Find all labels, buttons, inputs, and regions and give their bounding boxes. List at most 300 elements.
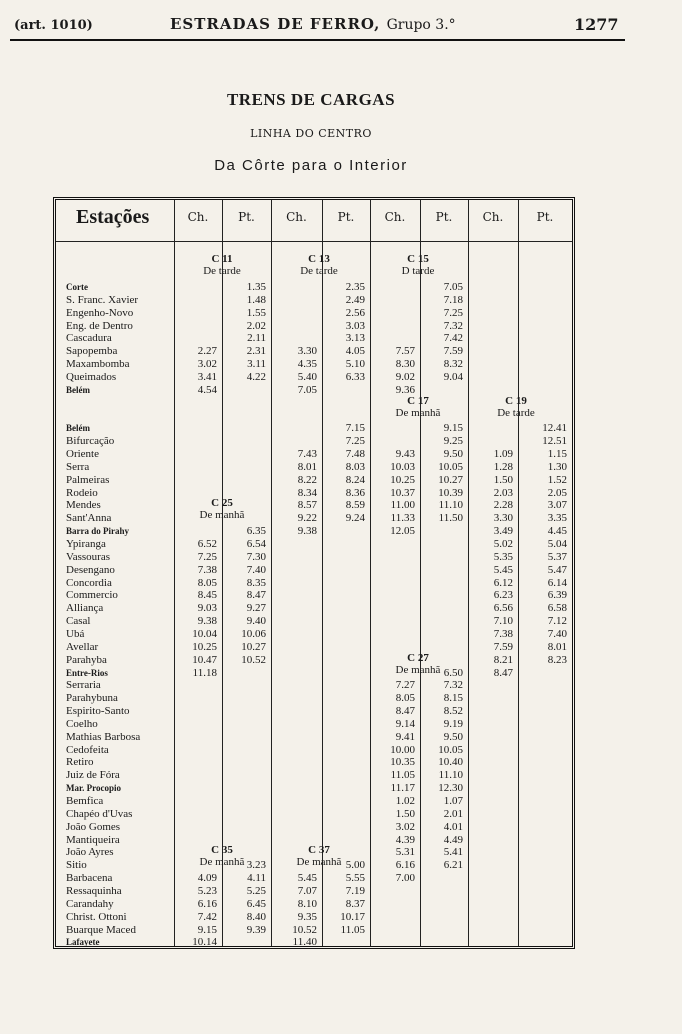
time-cell: 4.11 (247, 872, 266, 885)
station-name: Sant'Anna (66, 512, 112, 525)
table-row (60, 461, 570, 474)
time-cell: 5.00 (345, 859, 365, 872)
time-cell: 7.15 (345, 422, 365, 435)
table-row (60, 589, 570, 602)
table-row (60, 885, 570, 898)
time-cell: 6.45 (246, 897, 266, 910)
time-cell: 10.25 (390, 473, 415, 486)
station-name: Vassouras (66, 550, 110, 563)
time-cell: 6.21 (443, 859, 463, 872)
station-name: Serra (66, 460, 90, 473)
time-cell: 9.41 (395, 730, 415, 743)
train-period: De manhã (199, 856, 245, 869)
running-title-group: Grupo 3.° (386, 17, 456, 33)
time-cell: 11.33 (390, 512, 415, 525)
time-cell: 7.12 (547, 615, 567, 628)
time-cell: 2.03 (493, 486, 513, 499)
train-period: De tarde (300, 265, 338, 278)
train-number: C 27 (407, 651, 429, 664)
time-cell: 6.12 (493, 576, 513, 589)
column-header: Pt. (536, 210, 554, 224)
station-name: João Gomes (66, 820, 121, 833)
table-row (60, 924, 570, 937)
time-cell: 12.05 (390, 525, 415, 538)
station-name: Avellar (66, 640, 99, 653)
time-cell: 5.31 (395, 846, 415, 859)
time-cell: 8.22 (297, 473, 317, 486)
time-cell: 9.38 (197, 615, 217, 628)
time-cell: 5.45 (297, 872, 317, 885)
time-cell: 2.01 (443, 807, 463, 820)
time-cell: 9.24 (345, 512, 365, 525)
time-cell: 4.49 (443, 833, 463, 846)
time-cell: 10.27 (438, 473, 463, 486)
station-name: Desengano (66, 563, 115, 576)
time-cell: 5.37 (547, 550, 567, 563)
station-name: Corte (66, 282, 88, 292)
time-cell: 7.25 (345, 435, 365, 448)
station-name: Carandahy (66, 897, 114, 910)
time-cell: 5.47 (547, 563, 567, 576)
time-cell: 7.32 (443, 679, 463, 692)
train-label (174, 253, 270, 277)
time-cell: 10.14 (192, 936, 217, 949)
train-period: D tarde (401, 265, 435, 278)
table-row (60, 512, 570, 525)
page-header (0, 0, 682, 40)
time-cell: 7.18 (443, 293, 463, 306)
stations-header: Estações (76, 206, 150, 228)
time-cell: 3.41 (197, 370, 217, 383)
train-label (271, 844, 367, 868)
time-cell: 6.14 (547, 576, 567, 589)
line-subtitle: LINHA DO CENTRO (250, 127, 372, 140)
time-cell: 6.33 (345, 370, 365, 383)
table-row (60, 911, 570, 924)
train-period: De manhã (199, 509, 245, 522)
time-cell: 10.47 (192, 653, 217, 666)
time-cell: 4.45 (547, 525, 567, 538)
time-cell: 8.30 (395, 358, 415, 371)
time-cell: 10.25 (192, 640, 217, 653)
time-cell: 4.09 (197, 872, 217, 885)
time-cell: 12.51 (542, 435, 567, 448)
station-name: Parahyba (66, 653, 107, 666)
running-title-main: ESTRADAS DE FERRO, (170, 15, 381, 33)
time-cell: 10.00 (390, 743, 415, 756)
station-name: Cascadura (66, 332, 112, 345)
time-cell: 6.50 (443, 666, 463, 679)
time-cell: 9.50 (443, 730, 463, 743)
train-label (174, 844, 270, 868)
time-cell: 8.40 (246, 910, 266, 923)
station-name: Barbacena (66, 872, 113, 885)
time-cell: 9.38 (297, 525, 317, 538)
table-row (60, 577, 570, 590)
time-cell: 7.59 (443, 345, 463, 358)
station-name: Engenho-Novo (66, 306, 134, 319)
time-cell: 8.05 (395, 692, 415, 705)
time-cell: 8.32 (443, 358, 463, 371)
column-header: Ch. (482, 210, 504, 224)
time-cell: 5.10 (345, 358, 365, 371)
time-cell: 9.15 (197, 923, 217, 936)
train-number: C 11 (211, 253, 233, 266)
time-cell: 4.05 (345, 345, 365, 358)
time-cell: 1.35 (246, 281, 266, 293)
time-cell: 9.35 (297, 910, 317, 923)
time-cell: 5.25 (246, 884, 266, 897)
time-cell: 1.02 (395, 795, 415, 807)
time-cell: 8.23 (547, 653, 567, 666)
time-cell: 10.04 (192, 627, 217, 640)
time-cell: 1.07 (443, 795, 463, 807)
time-cell: 8.05 (197, 576, 217, 589)
time-cell: 9.40 (246, 615, 266, 628)
table-row (60, 525, 570, 538)
time-cell: 2.05 (547, 486, 567, 499)
table-row (60, 782, 570, 795)
table-row (60, 551, 570, 564)
time-cell: 10.05 (438, 460, 463, 473)
station-name: Lafayete (66, 937, 100, 948)
time-cell: 5.04 (547, 538, 567, 550)
table-row (60, 320, 570, 333)
time-cell: 8.36 (345, 486, 365, 499)
table-row (60, 651, 570, 667)
time-cell: 7.27 (395, 679, 415, 692)
station-name: Parahybuna (66, 692, 118, 705)
time-cell: 7.48 (345, 448, 365, 461)
direction-heading: Da Côrte para o Interior (214, 157, 408, 174)
time-cell: 5.41 (443, 846, 463, 859)
time-cell: 10.06 (241, 627, 266, 640)
time-cell: 6.56 (493, 602, 513, 615)
table-row (60, 821, 570, 834)
time-cell: 2.11 (247, 332, 266, 345)
train-label (174, 497, 270, 521)
table-row (60, 692, 570, 705)
table-row (60, 422, 570, 435)
time-cell: 2.27 (197, 345, 217, 358)
time-cell: 9.15 (443, 422, 463, 435)
table-row (60, 615, 570, 628)
time-cell: 1.55 (246, 306, 266, 319)
time-cell: 3.30 (297, 345, 317, 358)
time-cell: 7.25 (443, 306, 463, 319)
time-cell: 10.37 (390, 486, 415, 499)
time-cell: 3.30 (493, 512, 513, 525)
train-label (370, 253, 466, 277)
station-name: Christ. Ottoni (66, 910, 127, 923)
table-row (60, 487, 570, 500)
time-cell: 7.57 (395, 345, 415, 358)
station-name: Sitio (66, 859, 87, 872)
time-cell: 6.58 (547, 602, 567, 615)
time-cell: 7.38 (493, 627, 513, 640)
time-cell: 9.14 (395, 717, 415, 730)
time-cell: 8.52 (443, 705, 463, 718)
time-cell: 9.22 (297, 512, 317, 525)
time-cell: 2.35 (345, 281, 365, 293)
table-row (60, 538, 570, 551)
time-cell: 7.42 (197, 910, 217, 923)
time-cell: 6.39 (547, 589, 567, 602)
header-rule (10, 39, 625, 41)
table-row (60, 808, 570, 821)
time-cell: 3.02 (197, 358, 217, 371)
column-header: Ch. (286, 210, 307, 224)
column-header: Pt. (337, 210, 355, 224)
table-row (60, 307, 570, 320)
station-name: Alliança (66, 602, 104, 615)
time-cell: 6.54 (246, 538, 266, 550)
time-cell: 7.05 (443, 281, 463, 293)
time-cell: 8.24 (345, 473, 365, 486)
page-title: TRENS DE CARGAS (226, 90, 396, 109)
time-cell: 3.03 (345, 319, 365, 332)
time-cell: 8.47 (395, 705, 415, 718)
train-number: C 35 (211, 844, 233, 857)
table-row (60, 718, 570, 731)
time-cell: 7.10 (493, 615, 513, 628)
time-cell: 5.55 (345, 872, 365, 885)
time-cell: 2.56 (345, 306, 365, 319)
table-row (60, 602, 570, 615)
station-name: Belém (66, 384, 90, 395)
time-cell: 10.03 (390, 460, 415, 473)
table-row (60, 898, 570, 911)
time-cell: 6.16 (395, 859, 415, 872)
time-cell: 1.15 (547, 448, 567, 461)
time-cell: 2.28 (493, 499, 513, 512)
time-cell: 1.50 (493, 473, 513, 486)
page-number: 1277 (574, 15, 619, 34)
time-cell: 11.40 (292, 936, 317, 949)
station-name: Eng. de Dentro (66, 319, 133, 332)
station-name: Maxambomba (66, 358, 130, 371)
time-cell: 10.40 (438, 756, 463, 769)
station-name: Palmeiras (66, 473, 110, 486)
time-cell: 7.32 (443, 319, 463, 332)
table-row (60, 628, 570, 641)
time-cell: 10.52 (292, 923, 317, 936)
station-name: Ubá (66, 627, 85, 640)
time-cell: 7.25 (197, 550, 217, 563)
time-cell: 4.54 (197, 383, 217, 396)
time-cell: 8.47 (493, 666, 513, 679)
time-cell: 11.05 (340, 923, 365, 936)
time-cell: 7.07 (297, 884, 317, 897)
table-row (60, 795, 570, 808)
time-cell: 2.02 (246, 319, 266, 332)
station-name: Oriente (66, 448, 99, 461)
column-header: Pt. (238, 210, 255, 224)
time-cell: 11.50 (438, 512, 463, 525)
time-cell: 11.00 (390, 499, 415, 512)
station-name: Belém (66, 423, 90, 434)
time-cell: 4.39 (395, 833, 415, 846)
time-cell: 8.01 (547, 640, 567, 653)
table-row (60, 641, 570, 654)
time-cell: 9.36 (395, 383, 415, 396)
column-header: Ch. (384, 210, 406, 224)
table-row (60, 294, 570, 307)
time-cell: 7.40 (547, 627, 567, 640)
time-cell: 9.02 (395, 370, 415, 383)
time-cell: 10.35 (390, 756, 415, 769)
time-cell: 3.49 (493, 525, 513, 538)
time-cell: 2.31 (246, 345, 266, 358)
time-cell: 7.30 (246, 550, 266, 563)
time-cell: 8.01 (297, 460, 317, 473)
time-cell: 7.38 (197, 563, 217, 576)
time-cell: 9.43 (395, 448, 415, 461)
time-cell: 5.02 (493, 538, 513, 550)
time-cell: 7.59 (493, 640, 513, 653)
time-cell: 1.48 (246, 293, 266, 306)
train-period: De manhã (395, 406, 441, 419)
running-title (170, 15, 456, 33)
time-cell: 4.01 (443, 820, 463, 833)
time-cell: 1.30 (547, 460, 567, 473)
article-ref: (art. 1010) (14, 18, 93, 33)
time-cell: 9.25 (443, 435, 463, 448)
time-cell: 7.19 (345, 884, 365, 897)
time-cell: 8.35 (246, 576, 266, 589)
table-row (60, 564, 570, 577)
table-row (60, 679, 570, 692)
table-row (60, 744, 570, 757)
time-cell: 8.59 (345, 499, 365, 512)
time-cell: 5.40 (297, 370, 317, 383)
time-cell: 11.10 (438, 769, 463, 782)
time-cell: 8.47 (246, 589, 266, 602)
time-cell: 8.45 (197, 589, 217, 602)
column-header: Pt. (435, 210, 453, 224)
time-cell: 8.15 (443, 692, 463, 705)
train-number: C 13 (308, 253, 330, 266)
table-row (60, 435, 570, 448)
time-cell: 10.52 (241, 653, 266, 666)
station-name: Espirito-Santo (66, 705, 130, 718)
time-cell: 10.05 (438, 743, 463, 756)
time-cell: 8.10 (297, 897, 317, 910)
time-cell: 9.39 (246, 923, 266, 936)
time-cell: 8.03 (345, 460, 365, 473)
train-period: De manhã (395, 663, 441, 676)
time-cell: 5.35 (493, 550, 513, 563)
time-cell: 9.27 (246, 602, 266, 615)
train-period: De tarde (203, 265, 241, 278)
train-label (370, 652, 466, 676)
time-cell: 7.43 (297, 448, 317, 461)
time-cell: 9.19 (443, 717, 463, 730)
time-cell: 3.23 (246, 859, 266, 872)
table-row (60, 731, 570, 744)
time-cell: 10.39 (438, 486, 463, 499)
time-cell: 12.41 (542, 422, 567, 435)
station-name: Bemfica (66, 795, 104, 807)
time-cell: 2.49 (345, 293, 365, 306)
station-name: Ypiranga (66, 538, 106, 550)
time-cell: 12.30 (438, 782, 463, 795)
time-cell: 7.05 (297, 383, 317, 396)
time-cell: 5.23 (197, 884, 217, 897)
column-header: Ch. (187, 210, 209, 224)
station-name: Cedofeita (66, 743, 109, 756)
table-row (60, 872, 570, 885)
station-name: Mantiqueira (66, 833, 120, 846)
station-name: S. Franc. Xavier (66, 293, 139, 306)
station-name: Queimados (66, 370, 117, 383)
train-label (468, 395, 564, 419)
time-cell: 10.17 (340, 910, 365, 923)
table-row (60, 936, 570, 949)
table-row (60, 756, 570, 769)
time-cell: 4.22 (246, 370, 266, 383)
time-cell: 7.42 (443, 332, 463, 345)
station-name: Sapopemba (66, 345, 118, 358)
time-cell: 6.23 (493, 589, 513, 602)
time-cell: 8.57 (297, 499, 317, 512)
time-cell: 1.50 (395, 807, 415, 820)
time-cell: 3.11 (247, 358, 266, 371)
station-name: Mendes (66, 499, 101, 512)
time-cell: 9.50 (443, 448, 463, 461)
station-name: Casal (66, 615, 91, 628)
train-period: De tarde (497, 406, 535, 419)
station-name: Buarque Maced (66, 923, 136, 936)
time-cell: 7.00 (395, 872, 415, 885)
time-cell: 8.21 (493, 653, 513, 666)
time-cell: 10.27 (241, 640, 266, 653)
station-name: Bifurcação (66, 435, 115, 448)
time-cell: 6.16 (197, 897, 217, 910)
station-name: Commercio (66, 589, 118, 602)
station-name: Mathias Barbosa (66, 730, 141, 743)
station-name: Concordia (66, 576, 112, 589)
station-name: Ressaquinha (66, 884, 122, 897)
time-cell: 9.04 (443, 370, 463, 383)
time-cell: 11.17 (390, 782, 415, 795)
table-row (60, 769, 570, 782)
table-row (60, 474, 570, 487)
time-cell: 3.02 (395, 820, 415, 833)
table-row (60, 345, 570, 358)
train-number: C 19 (505, 394, 527, 407)
train-number: C 17 (407, 394, 429, 407)
time-cell: 3.07 (547, 499, 567, 512)
time-cell: 11.05 (390, 769, 415, 782)
time-cell: 8.37 (345, 897, 365, 910)
table-row (60, 358, 570, 371)
table-row (60, 448, 570, 461)
time-cell: 3.35 (547, 512, 567, 525)
time-cell: 11.10 (438, 499, 463, 512)
time-cell: 11.18 (192, 666, 217, 679)
time-cell: 9.03 (197, 602, 217, 615)
train-number: C 37 (308, 844, 330, 857)
station-name: Retiro (66, 756, 94, 769)
station-name: Entre-Rios (66, 667, 108, 678)
time-cell: 6.35 (246, 525, 266, 538)
time-cell: 1.52 (547, 473, 567, 486)
time-cell: 4.35 (297, 358, 317, 371)
train-number: C 25 (211, 497, 233, 510)
table-row (60, 281, 570, 294)
time-cell: 7.40 (246, 563, 266, 576)
